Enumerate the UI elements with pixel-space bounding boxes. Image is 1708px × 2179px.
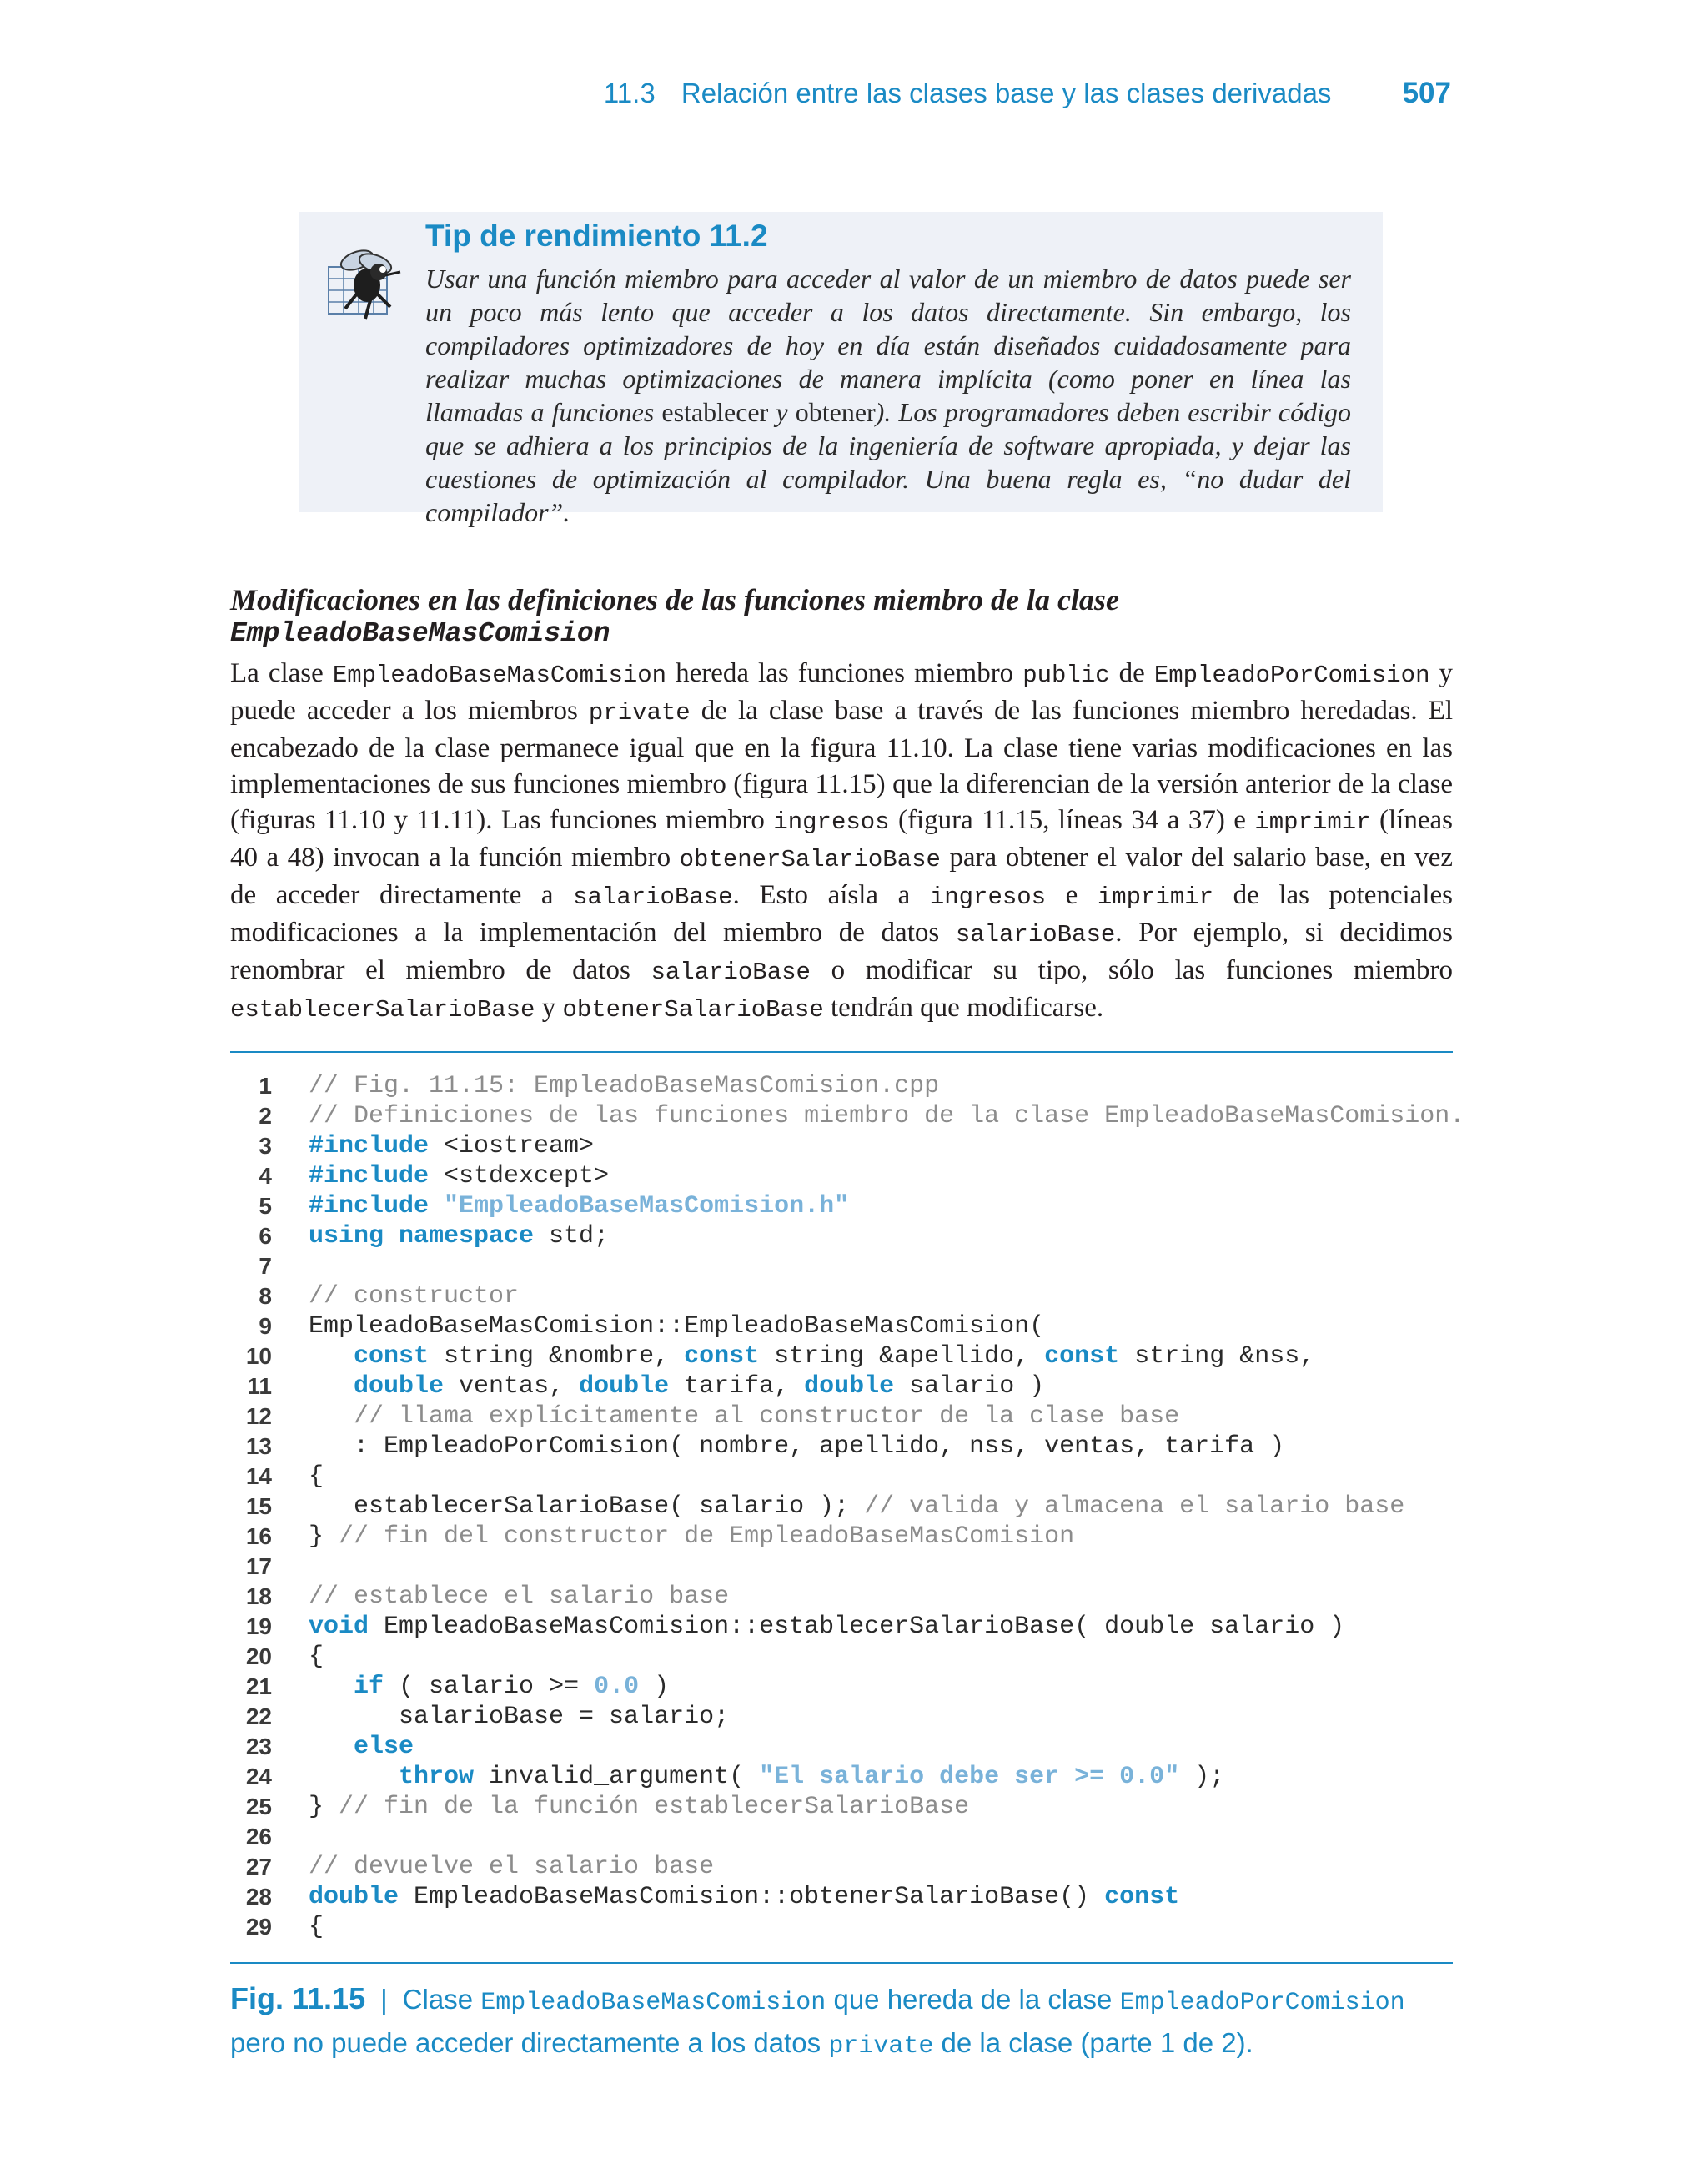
paragraph-text: hereda las funciones miembro bbox=[666, 658, 1023, 688]
code-token: salarioBase = salario; bbox=[309, 1703, 730, 1731]
code-token: { bbox=[309, 1643, 324, 1671]
tip-title: Tip de rendimiento 11.2 bbox=[425, 219, 768, 253]
code-line bbox=[230, 1131, 1453, 1161]
code-line bbox=[230, 1852, 1453, 1882]
caption-text: que hereda de la clase bbox=[826, 1984, 1120, 2015]
paragraph-code-term: ingresos bbox=[773, 808, 890, 836]
code-keyword: if bbox=[354, 1673, 384, 1701]
performance-tip-box bbox=[299, 212, 1383, 527]
figure-label: Fig. 11.15 bbox=[230, 1981, 366, 2015]
code-line bbox=[230, 1732, 1453, 1762]
line-number: 29 bbox=[245, 1914, 272, 1940]
code-listing bbox=[230, 1071, 1465, 1945]
code-line bbox=[230, 1221, 1453, 1251]
code-line bbox=[230, 1612, 1453, 1642]
code-token: <iostream> bbox=[429, 1132, 595, 1160]
code-keyword: const bbox=[684, 1342, 760, 1371]
code-text bbox=[309, 1462, 324, 1492]
caption-code-term: EmpleadoBaseMasComision bbox=[480, 1989, 826, 2017]
code-keyword: #include bbox=[309, 1132, 430, 1160]
paragraph-text: (figura 11.15, líneas 34 a 37) e bbox=[889, 805, 1255, 835]
section-heading-text: Modificaciones en las definiciones de las funciones miembro de la clase bbox=[230, 583, 1119, 616]
code-text bbox=[309, 1882, 1179, 1912]
line-number: 13 bbox=[245, 1433, 272, 1459]
tip-body-text-2: ). Los programadores deben escribir código que se adhiera a los principios de la ingeniería de software apropiada, y dejar las cuestiones de optimización al compilador. Una buena regla es, “no dudar del compilador”. bbox=[425, 397, 1351, 527]
code-keyword: else bbox=[354, 1733, 414, 1761]
code-comment: // fin del constructor de EmpleadoBaseMasComision bbox=[339, 1522, 1075, 1551]
line-number: 24 bbox=[245, 1764, 272, 1789]
figure-bottom-rule bbox=[230, 1962, 1453, 1964]
code-line bbox=[230, 1912, 1453, 1942]
code-keyword: using namespace bbox=[309, 1222, 535, 1251]
line-number: 20 bbox=[245, 1643, 272, 1669]
code-comment: // Fig. 11.15: EmpleadoBaseMasComision.cpp bbox=[309, 1072, 940, 1100]
line-number: 16 bbox=[245, 1523, 272, 1549]
performance-bug-icon bbox=[324, 242, 407, 325]
paragraph-text: para obtener el valor del salario base, en vez de acceder directamente a bbox=[230, 843, 1453, 910]
paragraph-code-term: establecerSalarioBase bbox=[230, 996, 535, 1024]
code-token bbox=[309, 1402, 354, 1431]
code-line bbox=[230, 1582, 1453, 1612]
code-comment: // valida y almacena el salario base bbox=[864, 1492, 1405, 1521]
paragraph-code-term: public bbox=[1022, 662, 1110, 689]
code-line bbox=[230, 1792, 1453, 1822]
code-token bbox=[309, 1372, 354, 1401]
code-line bbox=[230, 1672, 1453, 1702]
line-number: 14 bbox=[245, 1463, 272, 1489]
paragraph-text: de la clase base a través de las funciones miembro heredadas. El encabezado de la clase permanece igual que en la figura 11.10. La clase tiene varias modificaciones en las implementaciones de sus funciones miembro (figura 11.15) que la diferencian de la versión anterior de la clase (figuras 11.10 y 11.11). Las funciones miembro bbox=[230, 696, 1453, 835]
paragraph-text: tendrán que modificarse. bbox=[823, 993, 1104, 1023]
code-line bbox=[230, 1251, 1453, 1281]
line-number: 27 bbox=[245, 1854, 272, 1880]
running-head bbox=[0, 77, 1451, 110]
paragraph-text: (líneas 40 a 48) invocan a la función miembro bbox=[230, 805, 1453, 873]
code-keyword: #include bbox=[309, 1192, 430, 1220]
code-keyword: double bbox=[354, 1372, 445, 1401]
code-comment: // devuelve el salario base bbox=[309, 1853, 715, 1881]
code-keyword: const bbox=[1044, 1342, 1120, 1371]
code-keyword: double bbox=[579, 1372, 670, 1401]
code-text bbox=[309, 1792, 969, 1822]
paragraph-text: . Esto aísla a bbox=[732, 880, 930, 910]
code-text bbox=[309, 1161, 609, 1191]
line-number: 25 bbox=[245, 1794, 272, 1819]
code-line bbox=[230, 1492, 1453, 1522]
line-number: 4 bbox=[259, 1163, 272, 1189]
code-line bbox=[230, 1311, 1453, 1341]
line-number: 19 bbox=[245, 1613, 272, 1639]
paragraph-code-term: EmpleadoPorComision bbox=[1153, 662, 1430, 689]
paragraph-code-term: obtenerSalarioBase bbox=[562, 996, 824, 1024]
line-number: 23 bbox=[245, 1734, 272, 1759]
code-text bbox=[309, 1071, 939, 1101]
code-line bbox=[230, 1191, 1453, 1221]
body-paragraph bbox=[230, 656, 1453, 1028]
page-number: 507 bbox=[1402, 77, 1451, 109]
code-line bbox=[230, 1371, 1453, 1402]
code-text bbox=[309, 1642, 324, 1672]
caption-code-term: private bbox=[828, 2032, 934, 2061]
code-line bbox=[230, 1101, 1465, 1131]
code-line bbox=[230, 1281, 1453, 1311]
line-number: 17 bbox=[245, 1553, 272, 1579]
caption-text: Clase bbox=[402, 1984, 481, 2015]
code-text bbox=[309, 1612, 1344, 1642]
code-keyword: const bbox=[354, 1342, 430, 1371]
code-token bbox=[309, 1733, 354, 1761]
tip-set-word: establecer bbox=[661, 397, 769, 427]
code-text bbox=[309, 1371, 1044, 1402]
code-keyword: void bbox=[309, 1613, 369, 1641]
caption-text: pero no puede acceder directamente a los datos bbox=[230, 2027, 829, 2058]
code-line bbox=[230, 1402, 1453, 1432]
section-number: 11.3 bbox=[603, 78, 656, 108]
caption-text bbox=[230, 1984, 1405, 2061]
paragraph-text: de bbox=[1109, 658, 1154, 688]
code-token: string &apellido, bbox=[759, 1342, 1045, 1371]
code-token: } bbox=[309, 1522, 339, 1551]
paragraph-code-term: salarioBase bbox=[651, 959, 811, 986]
code-text bbox=[309, 1221, 609, 1251]
caption-code-term: EmpleadoPorComision bbox=[1119, 1989, 1405, 2017]
code-token: establecerSalarioBase( salario ); bbox=[309, 1492, 865, 1521]
tip-get-word: obtener bbox=[795, 397, 876, 427]
running-head-title: Relación entre las clases base y las clases derivadas bbox=[681, 78, 1332, 108]
code-token: { bbox=[309, 1462, 324, 1491]
code-line bbox=[230, 1462, 1453, 1492]
line-number: 2 bbox=[259, 1103, 272, 1129]
caption-separator: | bbox=[380, 1984, 388, 2015]
code-literal: "EmpleadoBaseMasComision.h" bbox=[444, 1192, 850, 1220]
line-number: 18 bbox=[245, 1583, 272, 1609]
code-token: ( salario >= bbox=[384, 1673, 595, 1701]
code-token: ventas, bbox=[444, 1372, 580, 1401]
code-text bbox=[309, 1912, 324, 1942]
paragraph-code-term: private bbox=[588, 699, 691, 727]
code-keyword: double bbox=[804, 1372, 895, 1401]
code-line bbox=[230, 1822, 1453, 1852]
code-text bbox=[309, 1672, 669, 1702]
line-number: 12 bbox=[245, 1403, 272, 1429]
paragraph-code-term: EmpleadoBaseMasComision bbox=[332, 662, 667, 689]
code-text bbox=[309, 1492, 1404, 1522]
paragraph-text: La clase bbox=[230, 658, 333, 688]
paragraph-code-term: imprimir bbox=[1097, 883, 1214, 911]
code-comment: // constructor bbox=[309, 1282, 520, 1311]
code-comment: // llama explícitamente al constructor de la clase base bbox=[354, 1402, 1180, 1431]
code-line bbox=[230, 1432, 1453, 1462]
code-comment: // establece el salario base bbox=[309, 1583, 730, 1611]
code-keyword: const bbox=[1104, 1883, 1180, 1911]
code-comment: // Definiciones de las funciones miembro de la clase EmpleadoBaseMasComision. bbox=[309, 1102, 1465, 1130]
line-number: 5 bbox=[259, 1193, 272, 1219]
code-text bbox=[309, 1402, 1179, 1432]
code-line bbox=[230, 1522, 1453, 1552]
paragraph-text: de las potenciales modificaciones a la implementación del miembro de datos bbox=[230, 880, 1453, 948]
code-text bbox=[309, 1852, 714, 1882]
code-token bbox=[309, 1763, 399, 1791]
code-token bbox=[429, 1192, 444, 1220]
line-number: 9 bbox=[259, 1313, 272, 1339]
code-line bbox=[230, 1762, 1453, 1792]
code-keyword: #include bbox=[309, 1162, 430, 1190]
code-text bbox=[309, 1101, 1464, 1131]
line-number: 28 bbox=[245, 1884, 272, 1910]
paragraph-code-term: ingresos bbox=[929, 883, 1047, 911]
code-token: <stdexcept> bbox=[429, 1162, 610, 1190]
line-number: 26 bbox=[245, 1824, 272, 1849]
code-text bbox=[309, 1732, 414, 1762]
code-text bbox=[309, 1341, 1314, 1371]
paragraph-text: y puede acceder a los miembros bbox=[230, 658, 1454, 726]
code-token: std; bbox=[534, 1222, 610, 1251]
code-text bbox=[309, 1702, 729, 1732]
code-text bbox=[309, 1281, 519, 1311]
paragraph-code-term: obtenerSalarioBase bbox=[679, 846, 941, 873]
code-text bbox=[309, 1522, 1074, 1552]
code-token: { bbox=[309, 1913, 324, 1941]
code-line bbox=[230, 1702, 1453, 1732]
code-token: EmpleadoBaseMasComision::EmpleadoBaseMasComision( bbox=[309, 1312, 1045, 1341]
code-keyword: throw bbox=[399, 1763, 475, 1791]
section-heading bbox=[230, 582, 1456, 649]
code-text bbox=[309, 1432, 1284, 1462]
line-number: 10 bbox=[245, 1343, 272, 1369]
line-number: 8 bbox=[259, 1283, 272, 1309]
paragraph-code-term: imprimir bbox=[1254, 808, 1371, 836]
figure-caption bbox=[230, 1979, 1453, 2066]
code-token: salario ) bbox=[894, 1372, 1045, 1401]
code-token: EmpleadoBaseMasComision::establecerSalarioBase( double salario ) bbox=[369, 1613, 1345, 1641]
line-number: 15 bbox=[245, 1493, 272, 1519]
paragraph-code-term: salarioBase bbox=[955, 921, 1116, 949]
code-token: string &nombre, bbox=[429, 1342, 685, 1371]
code-line bbox=[230, 1882, 1453, 1912]
code-token: string &nss, bbox=[1119, 1342, 1315, 1371]
code-text bbox=[309, 1311, 1044, 1341]
code-line bbox=[230, 1161, 1453, 1191]
code-token: } bbox=[309, 1793, 339, 1821]
code-text bbox=[309, 1131, 594, 1161]
figure-top-rule bbox=[230, 1051, 1453, 1053]
line-number: 11 bbox=[247, 1373, 272, 1399]
code-comment: // fin de la función establecerSalarioBase bbox=[339, 1793, 970, 1821]
code-line bbox=[230, 1341, 1453, 1371]
paragraph-text: y bbox=[535, 993, 563, 1023]
line-number: 3 bbox=[259, 1133, 272, 1159]
line-number: 1 bbox=[259, 1073, 272, 1099]
line-number: 6 bbox=[259, 1223, 272, 1249]
code-token: ) bbox=[639, 1673, 670, 1701]
paragraph-text: o modificar su tipo, sólo las funciones miembro bbox=[810, 955, 1453, 985]
code-text bbox=[309, 1582, 729, 1612]
tip-body bbox=[425, 262, 1351, 529]
code-literal: "El salario debe ser >= 0.0" bbox=[759, 1763, 1180, 1791]
line-number: 22 bbox=[245, 1703, 272, 1729]
code-keyword: double bbox=[309, 1883, 399, 1911]
tip-body-text: Usar una función miembro para acceder al valor de un miembro de datos puede ser un poco más lento que acceder a los datos directamente. Sin embargo, los compiladores optimizadores de hoy en día están diseñados cuidadosamente para realizar muchas optimizaciones de manera implícita (como poner en línea las llamadas a funciones bbox=[425, 264, 1351, 427]
code-line bbox=[230, 1642, 1453, 1672]
tip-and-word: y bbox=[768, 397, 796, 427]
line-number: 21 bbox=[245, 1673, 272, 1699]
paragraph-text: e bbox=[1046, 880, 1098, 910]
code-token: invalid_argument( bbox=[474, 1763, 760, 1791]
code-line bbox=[230, 1552, 1453, 1582]
code-token: EmpleadoBaseMasComision::obtenerSalarioBase() bbox=[399, 1883, 1105, 1911]
caption-text: de la clase (parte 1 de 2). bbox=[933, 2027, 1253, 2058]
code-token: ); bbox=[1179, 1763, 1225, 1791]
line-number: 7 bbox=[259, 1253, 272, 1279]
code-text bbox=[309, 1191, 849, 1221]
section-heading-class: EmpleadoBaseMasComision bbox=[230, 618, 610, 649]
paragraph-code-term: salarioBase bbox=[573, 883, 733, 911]
code-token: : EmpleadoPorComision( nombre, apellido, nss, ventas, tarifa ) bbox=[309, 1432, 1285, 1461]
code-token: tarifa, bbox=[669, 1372, 805, 1401]
paragraph-text: . Por ejemplo, si decidimos renombrar el miembro de datos bbox=[230, 918, 1453, 985]
code-line bbox=[230, 1071, 1453, 1101]
code-token bbox=[309, 1342, 354, 1371]
code-token bbox=[309, 1673, 354, 1701]
code-literal: 0.0 bbox=[594, 1673, 640, 1701]
code-text bbox=[309, 1762, 1224, 1792]
